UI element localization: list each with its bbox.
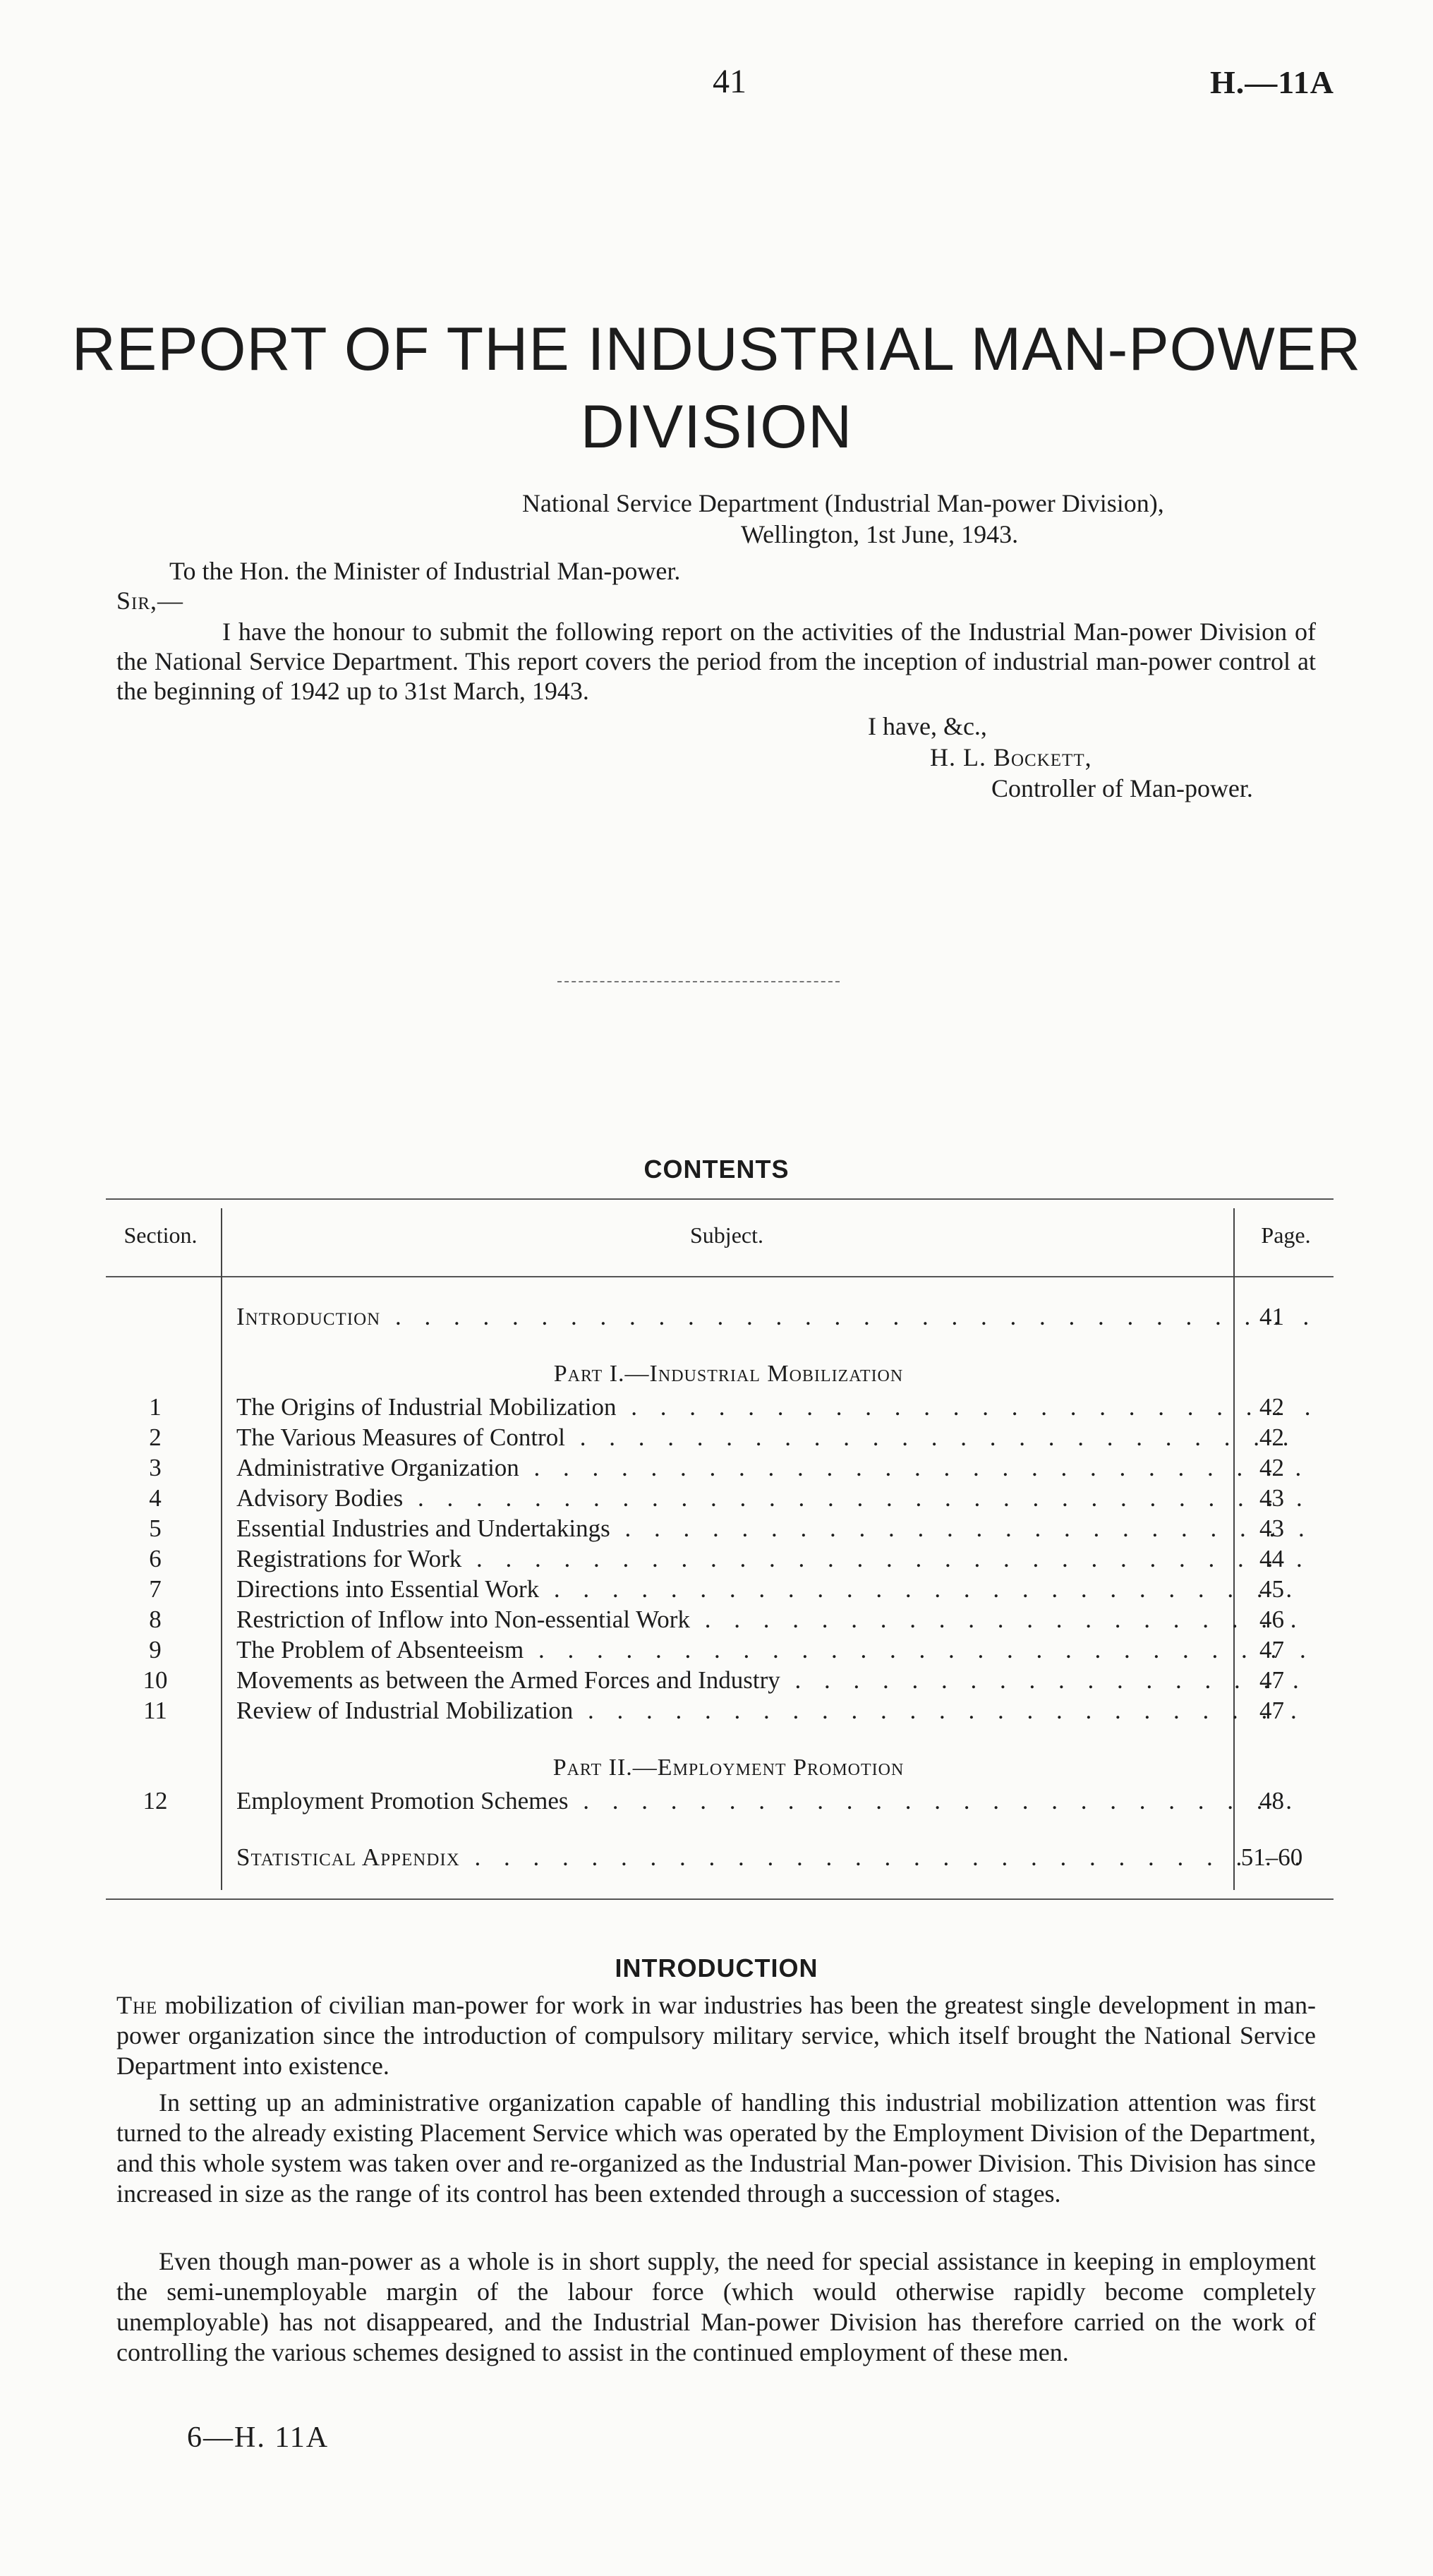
table-bottom-rule xyxy=(106,1898,1334,1900)
report-title-line-2: DIVISION xyxy=(580,393,853,461)
toc-subject: Administrative Organization . . xyxy=(236,1452,1312,1483)
toc-row xyxy=(106,1513,1334,1543)
toc-section: 6 xyxy=(149,1545,162,1572)
toc-subject: Statistical Appendix . . xyxy=(236,1842,1312,1872)
toc-subject: Introduction . . xyxy=(236,1301,1312,1332)
part-2-title: Part II.—Employment Promotion xyxy=(552,1755,905,1781)
toc-section: 5 xyxy=(149,1515,162,1542)
toc-subject: Advisory Bodies . . xyxy=(236,1483,1312,1513)
toc-subject: The Problem of Absenteeism . . xyxy=(236,1635,1312,1665)
toc-section: 12 xyxy=(143,1787,168,1814)
addressee: To the Hon. the Minister of Industrial Man-power. xyxy=(169,557,681,585)
toc-row-statistical-appendix xyxy=(106,1842,1334,1872)
toc-section: 9 xyxy=(149,1636,162,1663)
toc-row-introduction xyxy=(106,1301,1334,1332)
introduction-paragraph-1 xyxy=(116,1990,1316,2081)
toc-row xyxy=(106,1574,1334,1604)
introduction-paragraph-3: Even though man-power as a whole is in short supply, the need for special assistance in keeping in employment the semi-unemployable margin of the labour force (which would otherwise rapidly become completely unemployable) has not disappeared, and the Industrial Man-power Division has therefore carried on the work of controlling the various schemes designed to assist in the continued employment of these men. xyxy=(116,2247,1316,2366)
toc-row xyxy=(106,1422,1334,1452)
paragraph-lead-word: The xyxy=(116,1991,158,2019)
toc-page: 48 xyxy=(1259,1787,1284,1814)
toc-page: 47 xyxy=(1259,1666,1284,1694)
table-header-rule xyxy=(106,1276,1334,1277)
toc-page: 43 xyxy=(1259,1484,1284,1512)
part-1-title: Part I.—Industrial Mobilization xyxy=(553,1361,904,1387)
toc-page: 47 xyxy=(1259,1636,1284,1663)
document-reference: H.—11A xyxy=(1210,64,1334,100)
toc-row xyxy=(106,1452,1334,1483)
table-top-rule xyxy=(106,1198,1334,1200)
toc-subject: Essential Industries and Undertakings . . xyxy=(236,1513,1312,1543)
toc-section: 7 xyxy=(149,1575,162,1603)
toc-row xyxy=(106,1695,1334,1726)
salutation: Sir,— xyxy=(116,586,184,615)
section-separator xyxy=(557,981,840,982)
signature-name: H. L. Bockett, xyxy=(930,743,1092,771)
toc-subject: Restriction of Inflow into Non-essential Work . . xyxy=(236,1604,1312,1635)
toc-row xyxy=(106,1786,1334,1816)
toc-subject: Employment Promotion Schemes . . xyxy=(236,1786,1312,1816)
toc-subject: Review of Industrial Mobilization . . xyxy=(236,1695,1312,1726)
page-number: 41 xyxy=(713,63,746,100)
introduction-heading: INTRODUCTION xyxy=(615,1954,818,1982)
toc-row xyxy=(106,1635,1334,1665)
toc-page: 45 xyxy=(1259,1575,1284,1603)
toc-subject: The Origins of Industrial Mobilization . . xyxy=(236,1392,1312,1422)
column-header-page: Page. xyxy=(1261,1222,1311,1248)
toc-row xyxy=(106,1483,1334,1513)
report-title xyxy=(71,311,1362,466)
column-header-section: Section. xyxy=(123,1222,198,1248)
toc-subject: Directions into Essential Work . . xyxy=(236,1574,1312,1604)
toc-page: 42 xyxy=(1259,1424,1284,1451)
toc-page: 44 xyxy=(1259,1545,1284,1572)
toc-page: 42 xyxy=(1259,1393,1284,1421)
sender-address: National Service Department (Industrial Man-power Division), xyxy=(522,489,1164,517)
paragraph-text: mobilization of civilian man-power for work in war industries has been the greatest single development in man-power organization since the introduction of compulsory military service, which itself brought the National Service Department into existence. xyxy=(116,1991,1317,2080)
printer-signature-mark: 6—H. 11A xyxy=(187,2421,329,2454)
toc-row xyxy=(106,1665,1334,1695)
report-title-line-1: REPORT OF THE INDUSTRIAL MAN-POWER xyxy=(71,315,1362,383)
toc-page: 51–60 xyxy=(1240,1843,1303,1871)
toc-subject: The Various Measures of Control . . xyxy=(236,1422,1312,1452)
toc-section: 8 xyxy=(149,1606,162,1633)
toc-section: 4 xyxy=(149,1484,162,1512)
toc-section: 3 xyxy=(149,1454,162,1481)
toc-row xyxy=(106,1543,1334,1574)
toc-section: 10 xyxy=(143,1666,168,1694)
toc-section: 1 xyxy=(149,1393,162,1421)
toc-page: 43 xyxy=(1259,1515,1284,1542)
sender-date: Wellington, 1st June, 1943. xyxy=(741,520,1019,548)
toc-subject: Registrations for Work . . xyxy=(236,1543,1312,1574)
toc-page: 41 xyxy=(1259,1303,1284,1330)
toc-section: 2 xyxy=(149,1424,162,1451)
toc-row xyxy=(106,1392,1334,1422)
toc-row xyxy=(106,1604,1334,1635)
signature-title: Controller of Man-power. xyxy=(991,774,1253,802)
toc-page: 46 xyxy=(1259,1606,1284,1633)
toc-subject: Movements as between the Armed Forces and Industry . . xyxy=(236,1665,1312,1695)
column-header-subject: Subject. xyxy=(690,1222,763,1248)
introduction-paragraph-2: In setting up an administrative organization capable of handling this industrial mobilization attention was first turned to the already existing Placement Service which was operated by the Employment Division of the Department, and this whole system was taken over and re-organized as the Industrial Man-power Division. This Division has since increased in size as the range of its control has been extended through a succession of stages. xyxy=(116,2088,1316,2208)
letter-body: I have the honour to submit the following report on the activities of the Industrial Man-power Division of the National Service Department. This report covers the period from the inception of industrial man-power control at the beginning of 1942 up to 31st March, 1943. xyxy=(116,618,1316,705)
contents-heading: CONTENTS xyxy=(643,1155,790,1184)
toc-page: 42 xyxy=(1259,1454,1284,1481)
toc-section: 11 xyxy=(143,1697,167,1724)
toc-page: 47 xyxy=(1259,1697,1284,1724)
letter-closing: I have, &c., xyxy=(868,712,987,740)
